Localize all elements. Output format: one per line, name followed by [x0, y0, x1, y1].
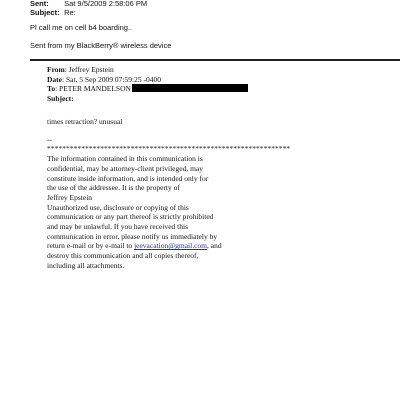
forwarded-message-text: times retraction? unusual [47, 117, 123, 126]
subject-value: Re: [64, 8, 76, 17]
forwarded-subject-value: : [71, 93, 74, 103]
disclaimer-line: confidential, may be attorney-client privileged, may [47, 163, 203, 173]
from-value: : Jeffrey Epstein [64, 65, 114, 74]
signature-dashes: -- [47, 134, 52, 144]
sent-row [30, 0, 147, 8]
email-link[interactable]: jeevacation@gmail.com [134, 241, 207, 251]
date-row [47, 75, 248, 85]
disclaimer-line: Unauthorized use, disclosure or copying of this [47, 202, 189, 212]
disclaimer-line: destroy this communication and all copies thereof, [47, 251, 199, 261]
subject-label: Subject: [30, 8, 60, 17]
prior-message-body [30, 23, 171, 58]
date-value: : Sat, 5 Sep 2009 07:59:25 -0400 [62, 74, 161, 84]
sent-value: Sat 9/5/2009 2:58:06 PM [64, 0, 148, 8]
disclaimer-stars: **************************************************************** [47, 144, 291, 154]
disclaimer-email-line [47, 241, 290, 251]
redaction-bar [132, 84, 248, 92]
email-line-suffix: , and [206, 241, 222, 251]
disclaimer-line: Jeffrey Epstein [47, 192, 93, 202]
forwarded-subject-label: Subject [47, 93, 72, 103]
disclaimer-line: and may be unlawful. If you have received this [47, 222, 188, 232]
to-label: To [47, 84, 56, 93]
prior-message-line: Pl call me on cell b4 boarding.. [30, 23, 133, 32]
email-line-prefix: return e-mail or by e-mail to [47, 241, 135, 251]
prior-message-signature: Sent from my BlackBerry® wireless device [30, 40, 172, 50]
prior-message-header [30, 0, 147, 17]
sent-label: Sent: [30, 0, 49, 8]
disclaimer-line: constitute inside information, and is intended only for [47, 173, 209, 183]
subject-row [30, 8, 147, 17]
disclaimer-line: including all attachments. [47, 260, 125, 270]
forwarded-body [47, 117, 290, 271]
subject-row-forwarded [47, 94, 248, 104]
to-value: : PETER MANDELSON [55, 84, 131, 93]
disclaimer-line: communication in error, please notify us immediately by [47, 231, 218, 241]
forwarded-header [47, 65, 248, 103]
from-row [47, 65, 248, 75]
date-label: Date [47, 74, 62, 84]
from-label: From [47, 65, 65, 74]
to-row [47, 84, 248, 94]
disclaimer-line: communication or any part thereof is strictly prohibited [47, 212, 214, 222]
message-divider [30, 59, 400, 61]
disclaimer-line: The information contained in this communication is [47, 154, 203, 164]
disclaimer-line: the use of the addressee. It is the property of [47, 183, 180, 193]
